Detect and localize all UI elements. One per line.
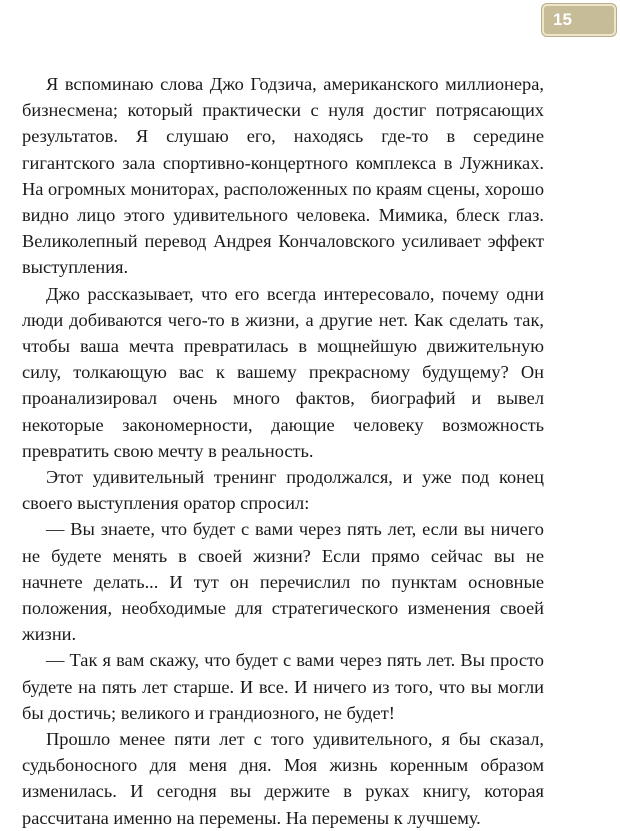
page-number: 15 (553, 10, 572, 29)
page-number-badge (542, 4, 616, 36)
paragraph-4: — Вы знаете, что будет с вами через пять лет, если вы ничего не будете менять в своей жизни? Если прямо сейчас вы не начнете делать... И тут он перечислил по пунктам основные положения, необходимые для стратегического изменения своей жизни. (22, 519, 544, 645)
paragraph-5: — Так я вам скажу, что будет с вами через пять лет. Вы просто будете на пять лет старше. И все. И ничего из того, что вы могли бы достичь; великого и грандиозного, не будет! (22, 650, 544, 723)
paragraph-1: Я вспоминаю слова Джо Годзича, американского миллионера, бизнесмена; который практически с нуля достиг потрясающих результатов. Я слушаю его, находясь где-то в середине гигантского зала спортивно-концертного комплекса в Лужниках. На огромных мониторах, расположенных по краям сцены, хорошо видно лицо этого удивительного человека. Мимика, блеск глаз. Великолепный перевод Андрея Кончаловского усиливает эффект выступления. (22, 74, 545, 278)
text-body (22, 71, 544, 831)
paragraph-3: Этот удивительный тренинг продолжался, и уже под конец своего выступления оратор спросил: (22, 467, 544, 514)
paragraph-6: Прошло менее пяти лет с того удивительного, я бы сказал, судьбоносного для меня дня. Моя жизнь коренным образом изменилась. И сегодня вы держите в руках книгу, которая рассчитана именно на перемены. На перемены к лучшему. (22, 729, 544, 828)
paragraph-2: Джо рассказывает, что его всегда интересовало, почему одни люди добиваются чего-то в жизни, а другие нет. Как сделать так, чтобы ваша мечта превратилась в мощнейшую движительную силу, толкающую вас к вашему прекрасному будущему? Он проанализировал очень много фактов, биографий и вывел некоторые закономерности, дающие человеку возможность превратить свою мечту в реальность. (22, 283, 544, 461)
